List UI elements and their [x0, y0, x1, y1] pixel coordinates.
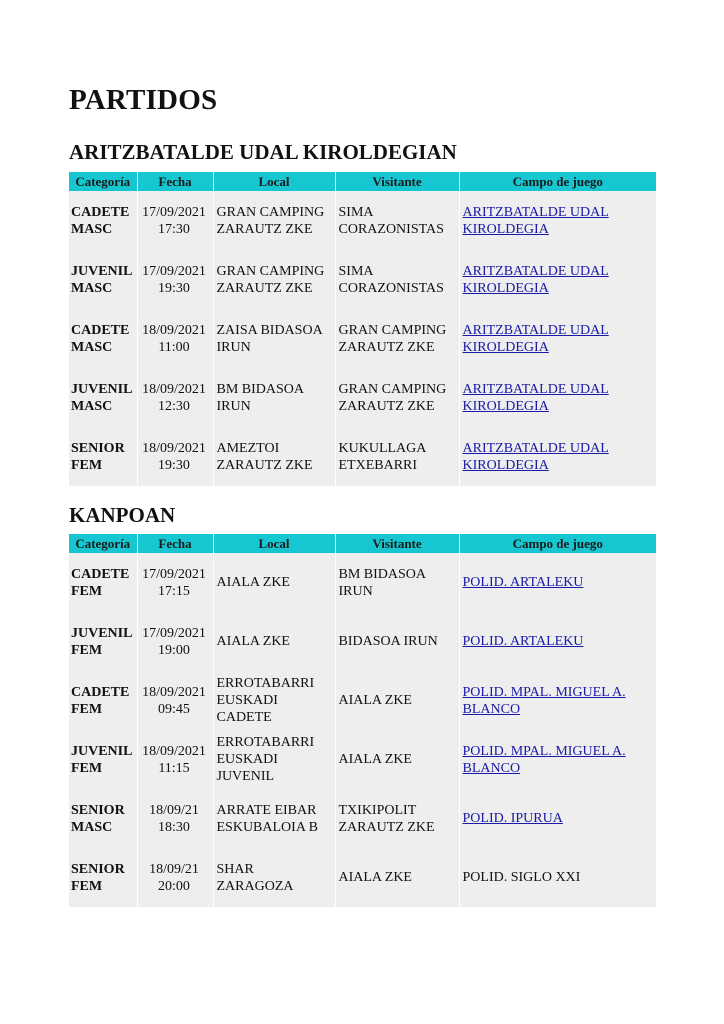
- date-cell: [137, 730, 213, 789]
- category-cell-line: CADETE: [71, 684, 130, 700]
- visitor-team-cell-line: BIDASOA IRUN: [338, 634, 438, 649]
- local-team-cell-line: GRAN CAMPING: [216, 263, 325, 279]
- field-cell-line[interactable]: ARITZBATALDE UDAL: [462, 263, 609, 279]
- local-team-cell: [213, 427, 335, 486]
- category-cell: [69, 427, 137, 486]
- field-cell-line[interactable]: BLANCO: [462, 701, 521, 717]
- visitor-team-cell-line: IRUN: [338, 583, 373, 599]
- category-cell-line: FEM: [71, 878, 103, 894]
- local-team-cell: [213, 612, 335, 671]
- table-row: [69, 730, 656, 789]
- field-cell-line[interactable]: ARITZBATALDE UDAL: [462, 322, 609, 338]
- header-category: Categoría: [69, 534, 137, 553]
- field-link[interactable]: [459, 553, 656, 612]
- table-header-row: [69, 534, 656, 553]
- field-cell-line[interactable]: POLID. ARTALEKU: [462, 634, 584, 649]
- table-row: [69, 191, 656, 250]
- visitor-team-cell: [335, 427, 459, 486]
- category-cell-line: MASC: [71, 339, 113, 355]
- local-team-cell: [213, 368, 335, 427]
- visitor-team-cell: [335, 848, 459, 907]
- local-team-cell-line: AIALA ZKE: [216, 634, 290, 649]
- local-team-cell: [213, 671, 335, 730]
- table-header-row: [69, 172, 656, 191]
- date-cell-line: 18/09/2021: [142, 440, 206, 456]
- date-cell-line: 19:30: [158, 457, 190, 473]
- local-team-cell-line: CADETE: [216, 710, 272, 725]
- local-team-cell-line: ZARAUTZ ZKE: [216, 221, 313, 237]
- field-cell-line[interactable]: POLID. IPURUA: [462, 811, 563, 826]
- category-cell-line: FEM: [71, 583, 103, 599]
- local-team-cell: [213, 848, 335, 907]
- field-link[interactable]: [459, 789, 656, 848]
- category-cell-line: FEM: [71, 701, 103, 717]
- date-cell-line: 17/09/2021: [142, 263, 206, 279]
- matches-table-away: [69, 534, 656, 907]
- header-local: Local: [213, 534, 335, 553]
- category-cell-line: MASC: [71, 819, 113, 835]
- field-cell-line[interactable]: KIROLDEGIA: [462, 221, 549, 237]
- header-date: Fecha: [137, 534, 213, 553]
- date-cell-line: 17/09/2021: [142, 566, 206, 582]
- field-cell-line[interactable]: ARITZBATALDE UDAL: [462, 440, 609, 456]
- category-cell: [69, 671, 137, 730]
- date-cell-line: 19:30: [158, 280, 190, 296]
- header-field: Campo de juego: [459, 172, 656, 191]
- category-cell: [69, 553, 137, 612]
- visitor-team-cell-line: ZARAUTZ ZKE: [338, 819, 435, 835]
- local-team-cell-line: IRUN: [216, 398, 251, 414]
- category-cell-line: CADETE: [71, 204, 130, 220]
- date-cell-line: 17:15: [158, 583, 190, 599]
- field-link[interactable]: [459, 612, 656, 671]
- field-cell-line[interactable]: POLID. MPAL. MIGUEL A.: [462, 743, 626, 759]
- visitor-team-cell: [335, 553, 459, 612]
- visitor-team-cell: [335, 671, 459, 730]
- field-link[interactable]: [459, 191, 656, 250]
- date-cell-line: 11:15: [158, 760, 190, 776]
- category-cell-line: JUVENIL: [71, 743, 133, 759]
- category-cell-line: MASC: [71, 398, 113, 414]
- table-row: [69, 309, 656, 368]
- local-team-cell: [213, 191, 335, 250]
- table-row: [69, 427, 656, 486]
- category-cell: [69, 309, 137, 368]
- visitor-team-cell-line: ETXEBARRI: [338, 457, 418, 473]
- table-body-away: [69, 553, 656, 907]
- date-cell: [137, 848, 213, 907]
- header-field: Campo de juego: [459, 534, 656, 553]
- category-cell-line: JUVENIL: [71, 625, 133, 641]
- date-cell-line: 17/09/2021: [142, 625, 206, 641]
- date-cell-line: 18/09/21: [149, 861, 199, 877]
- page-title: PARTIDOS: [69, 84, 218, 116]
- date-cell: [137, 368, 213, 427]
- visitor-team-cell-line: KUKULLAGA: [338, 440, 427, 456]
- visitor-team-cell-line: BM BIDASOA: [338, 566, 427, 582]
- table-row: [69, 250, 656, 309]
- date-cell-line: 20:00: [158, 878, 190, 894]
- field-link[interactable]: [459, 427, 656, 486]
- date-cell: [137, 191, 213, 250]
- local-team-cell-line: AIALA ZKE: [216, 575, 290, 590]
- category-cell-line: MASC: [71, 221, 113, 237]
- date-cell-line: 18/09/2021: [142, 381, 206, 397]
- visitor-team-cell-line: CORAZONISTAS: [338, 221, 444, 237]
- category-cell: [69, 368, 137, 427]
- local-team-cell-line: ERROTABARRI: [216, 676, 315, 691]
- date-cell-line: 09:45: [158, 701, 190, 717]
- date-cell-line: 17/09/2021: [142, 204, 206, 220]
- field-link[interactable]: [459, 730, 656, 789]
- date-cell: [137, 250, 213, 309]
- visitor-team-cell: [335, 612, 459, 671]
- field-link[interactable]: [459, 250, 656, 309]
- local-team-cell: [213, 789, 335, 848]
- table-row: [69, 612, 656, 671]
- table-row: [69, 671, 656, 730]
- date-cell-line: 18/09/2021: [142, 743, 206, 759]
- date-cell: [137, 553, 213, 612]
- field-cell-line[interactable]: KIROLDEGIA: [462, 280, 549, 296]
- field-cell-line: POLID. SIGLO XXI: [462, 870, 581, 885]
- date-cell-line: 18/09/21: [149, 802, 199, 818]
- header-visitor: Visitante: [335, 172, 459, 191]
- field-link[interactable]: [459, 309, 656, 368]
- date-cell-line: 18/09/2021: [142, 322, 206, 338]
- visitor-team-cell: [335, 368, 459, 427]
- field-cell: [459, 848, 656, 907]
- date-cell-line: 11:00: [158, 339, 190, 355]
- category-cell: [69, 250, 137, 309]
- category-cell-line: JUVENIL: [71, 381, 133, 397]
- category-cell: [69, 191, 137, 250]
- category-cell-line: SENIOR: [71, 440, 125, 456]
- category-cell-line: FEM: [71, 760, 103, 776]
- local-team-cell-line: BM BIDASOA: [216, 381, 305, 397]
- field-link[interactable]: [459, 368, 656, 427]
- table-row: [69, 368, 656, 427]
- local-team-cell: [213, 553, 335, 612]
- local-team-cell-line: ERROTABARRI: [216, 735, 315, 750]
- header-visitor: Visitante: [335, 534, 459, 553]
- header-category: Categoría: [69, 172, 137, 191]
- table-row: [69, 848, 656, 907]
- table-row: [69, 789, 656, 848]
- date-cell-line: 12:30: [158, 398, 190, 414]
- section-title-away: KANPOAN: [69, 503, 176, 527]
- local-team-cell-line: EUSKADI: [216, 752, 278, 767]
- visitor-team-cell-line: GRAN CAMPING: [338, 322, 447, 338]
- category-cell: [69, 848, 137, 907]
- date-cell: [137, 789, 213, 848]
- table-row: [69, 553, 656, 612]
- local-team-cell-line: GRAN CAMPING: [216, 204, 325, 220]
- local-team-cell-line: EUSKADI: [216, 693, 278, 708]
- field-link[interactable]: [459, 671, 656, 730]
- visitor-team-cell-line: AIALA ZKE: [338, 693, 412, 708]
- field-cell-line[interactable]: POLID. ARTALEKU: [462, 575, 584, 590]
- field-cell-line[interactable]: POLID. MPAL. MIGUEL A.: [462, 684, 626, 700]
- visitor-team-cell-line: GRAN CAMPING: [338, 381, 447, 397]
- local-team-cell-line: JUVENIL: [216, 769, 275, 784]
- date-cell: [137, 671, 213, 730]
- matches-table-home: [69, 172, 656, 486]
- category-cell-line: JUVENIL: [71, 263, 133, 279]
- local-team-cell-line: ARRATE EIBAR: [216, 802, 317, 818]
- header-local: Local: [213, 172, 335, 191]
- local-team-cell-line: AMEZTOI: [216, 440, 280, 456]
- category-cell: [69, 730, 137, 789]
- field-cell-line[interactable]: KIROLDEGIA: [462, 398, 549, 414]
- category-cell-line: MASC: [71, 280, 113, 296]
- category-cell: [69, 789, 137, 848]
- date-cell-line: 18/09/2021: [142, 684, 206, 700]
- date-cell: [137, 427, 213, 486]
- visitor-team-cell-line: TXIKIPOLIT: [338, 802, 417, 818]
- visitor-team-cell: [335, 309, 459, 368]
- local-team-cell: [213, 250, 335, 309]
- category-cell-line: SENIOR: [71, 861, 125, 877]
- local-team-cell-line: SHAR: [216, 861, 254, 877]
- date-cell-line: 17:30: [158, 221, 190, 237]
- visitor-team-cell-line: ZARAUTZ ZKE: [338, 339, 435, 355]
- category-cell-line: FEM: [71, 642, 103, 658]
- local-team-cell-line: ZARAUTZ ZKE: [216, 457, 313, 473]
- visitor-team-cell: [335, 250, 459, 309]
- visitor-team-cell-line: ZARAUTZ ZKE: [338, 398, 435, 414]
- visitor-team-cell-line: AIALA ZKE: [338, 870, 412, 885]
- table-body-home: [69, 191, 656, 486]
- field-cell-line[interactable]: ARITZBATALDE UDAL: [462, 381, 609, 397]
- date-cell: [137, 309, 213, 368]
- local-team-cell-line: ZAISA BIDASOA: [216, 322, 323, 338]
- category-cell-line: SENIOR: [71, 802, 125, 818]
- field-cell-line[interactable]: ARITZBATALDE UDAL: [462, 204, 609, 220]
- local-team-cell: [213, 730, 335, 789]
- category-cell-line: CADETE: [71, 566, 130, 582]
- field-cell-line[interactable]: KIROLDEGIA: [462, 339, 549, 355]
- field-cell-line[interactable]: KIROLDEGIA: [462, 457, 549, 473]
- section-title-home: ARITZBATALDE UDAL KIROLDEGIAN: [69, 140, 457, 164]
- field-cell-line[interactable]: BLANCO: [462, 760, 521, 776]
- category-cell-line: CADETE: [71, 322, 130, 338]
- date-cell-line: 19:00: [158, 642, 190, 658]
- visitor-team-cell-line: SIMA: [338, 204, 374, 220]
- local-team-cell-line: ESKUBALOIA B: [216, 819, 319, 835]
- visitor-team-cell: [335, 730, 459, 789]
- header-date: Fecha: [137, 172, 213, 191]
- visitor-team-cell: [335, 789, 459, 848]
- local-team-cell-line: IRUN: [216, 339, 251, 355]
- visitor-team-cell-line: AIALA ZKE: [338, 752, 412, 767]
- visitor-team-cell: [335, 191, 459, 250]
- date-cell: [137, 612, 213, 671]
- date-cell-line: 18:30: [158, 819, 190, 835]
- visitor-team-cell-line: SIMA: [338, 263, 374, 279]
- category-cell: [69, 612, 137, 671]
- visitor-team-cell-line: CORAZONISTAS: [338, 280, 444, 296]
- local-team-cell: [213, 309, 335, 368]
- category-cell-line: FEM: [71, 457, 103, 473]
- local-team-cell-line: ZARAGOZA: [216, 878, 294, 894]
- local-team-cell-line: ZARAUTZ ZKE: [216, 280, 313, 296]
